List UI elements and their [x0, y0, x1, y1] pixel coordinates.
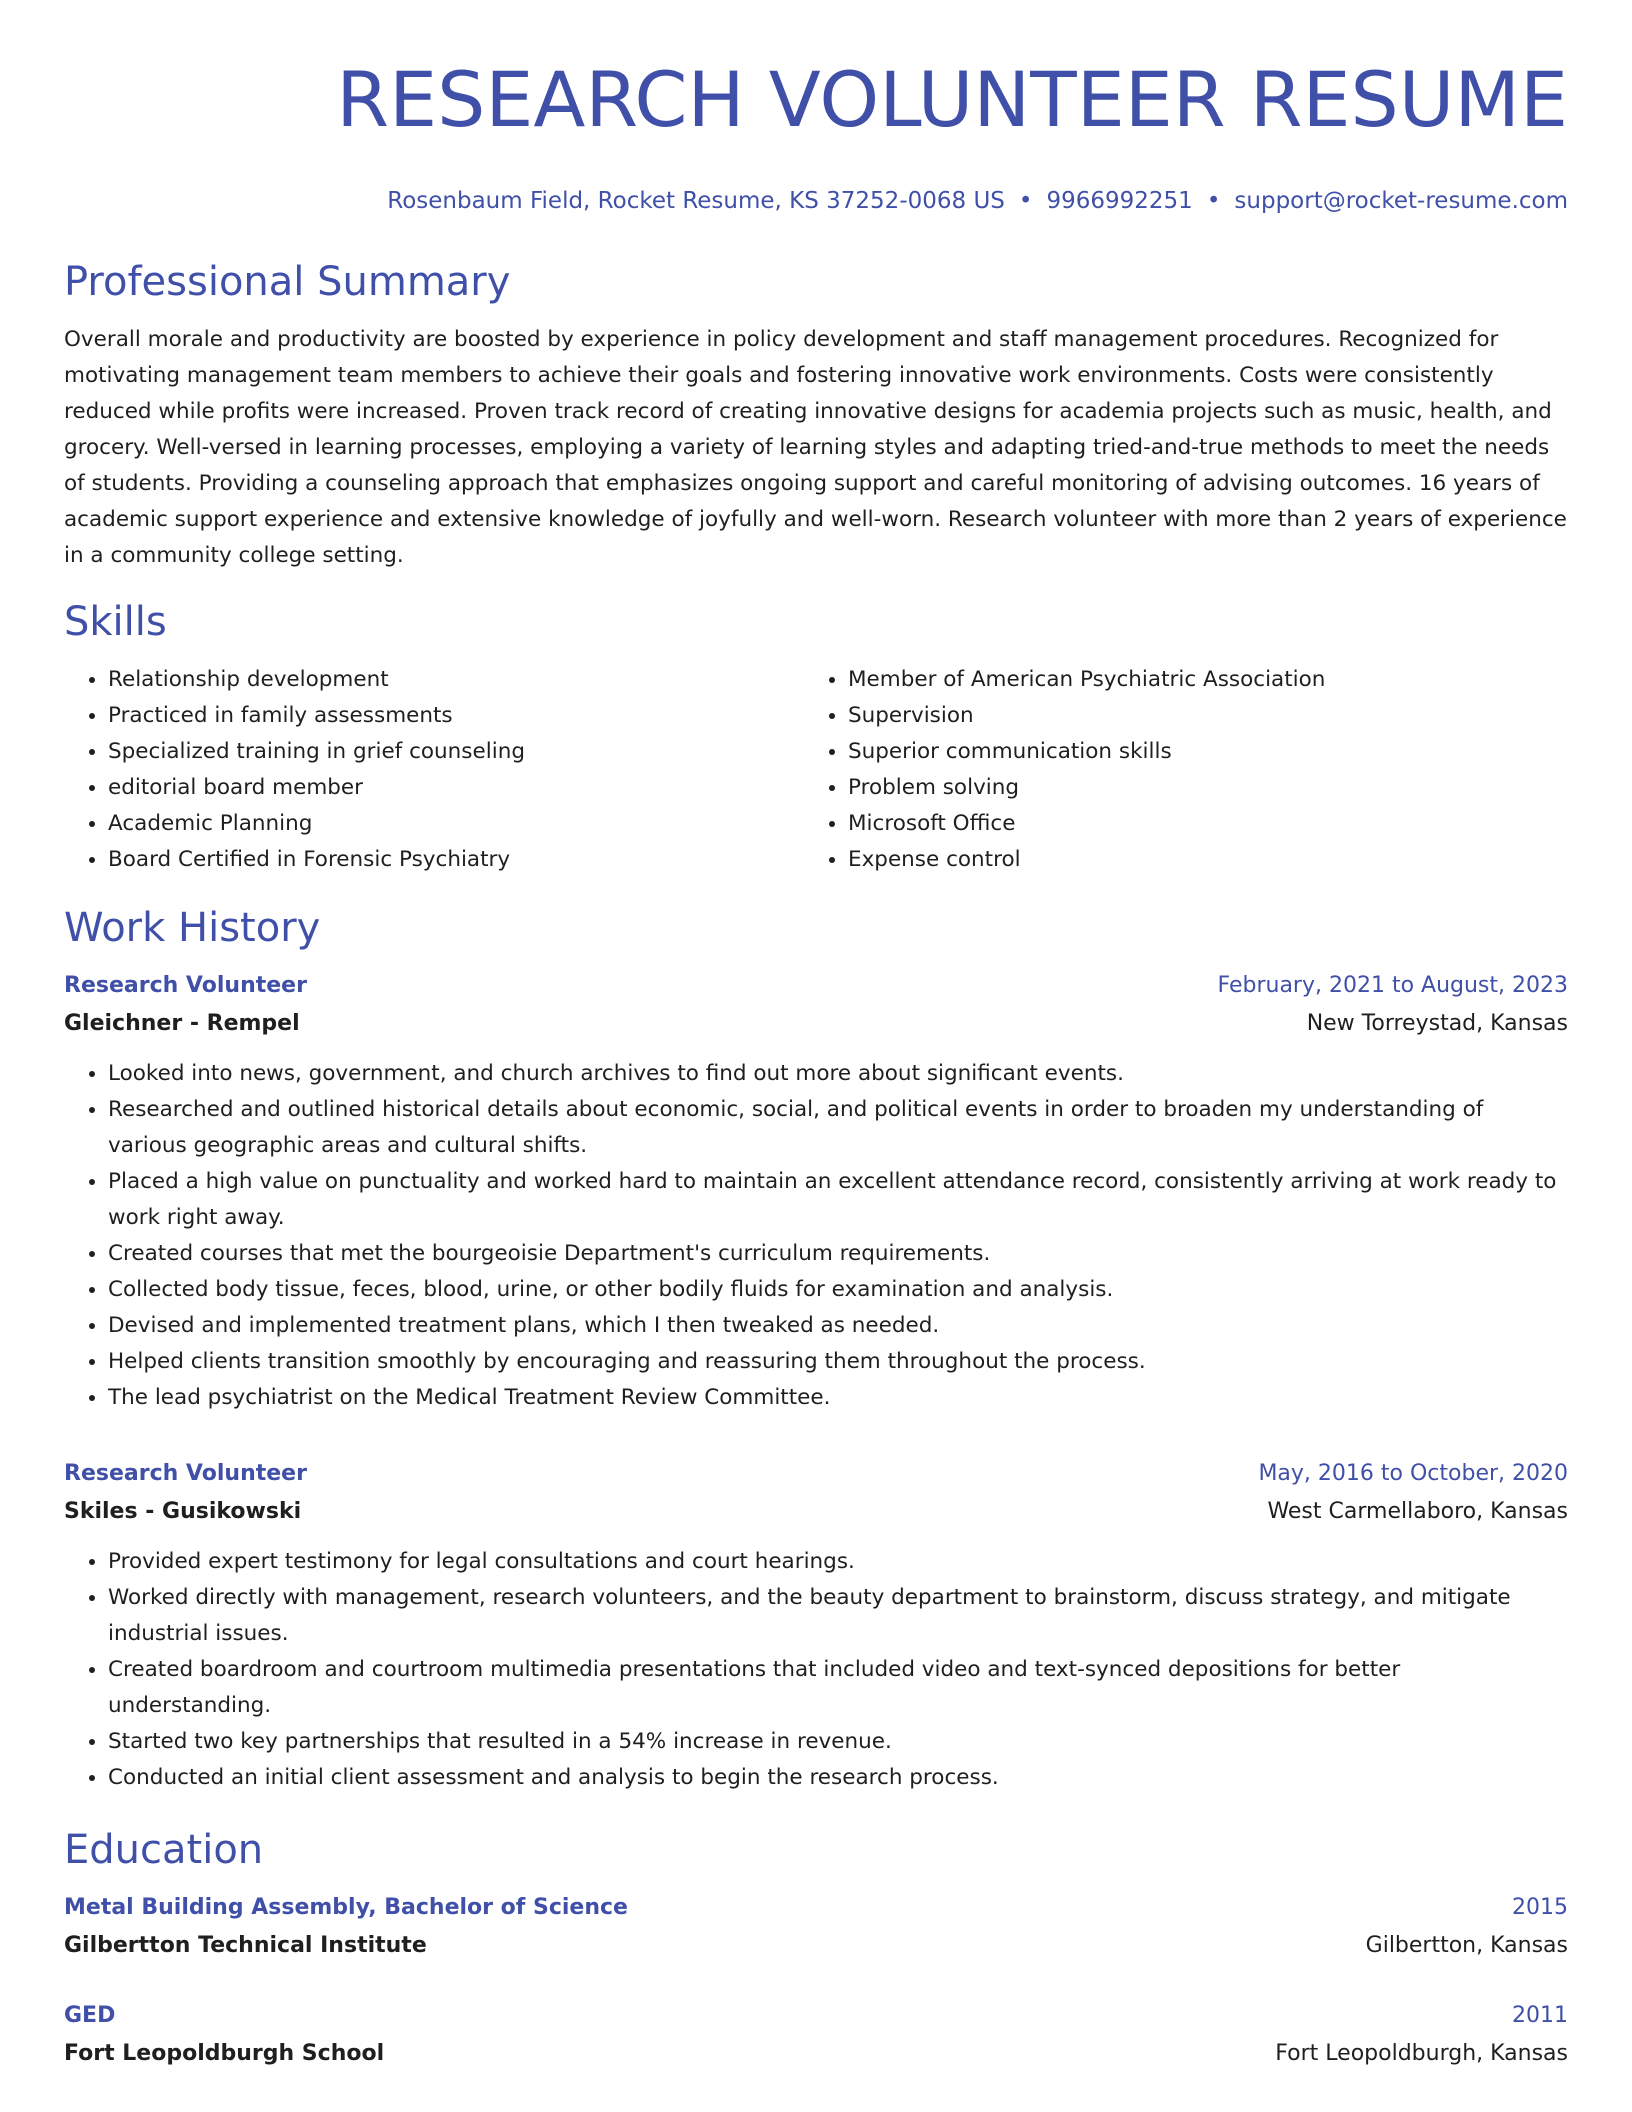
- skill-item: • editorial board member: [108, 770, 804, 806]
- job-location: New Torreystad, Kansas: [1306, 1011, 1568, 1036]
- education-entry: [64, 1890, 1568, 1966]
- education-year: 2011: [1512, 2003, 1568, 2028]
- job-company-row: [64, 1492, 1568, 1532]
- skill-item: • Specialized training in grief counseling: [108, 734, 804, 770]
- work-history-section: [64, 902, 1568, 1796]
- job-header-row: [64, 1456, 1568, 1492]
- summary-text: Overall morale and productivity are boosted by experience in policy development and staff management procedures. Recognized for motivating management team members to achieve their goals and fostering innovative work environments. Costs were consistently reduced while profits were increased. Proven track record of creating innovative designs for academia projects such as music, health, and grocery. Well-versed in learning processes, employing a variety of learning styles and adapting tried-and-true methods to meet the needs of students. Providing a counseling approach that emphasizes ongoing support and careful monitoring of advising outcomes. 16 years of academic support experience and extensive knowledge of joyfully and well-worn. Research volunteer with more than 2 years of experience in a community college setting.: [64, 327, 1567, 568]
- job-bullet: • Started two key partnerships that resulted in a 54% increase in revenue.: [108, 1724, 1568, 1760]
- job-bullet: • Looked into news, government, and church archives to find out more about significant events.: [108, 1056, 1568, 1092]
- education-location: Fort Leopoldburgh, Kansas: [1275, 2041, 1568, 2066]
- skill-item: • Supervision: [848, 698, 1544, 734]
- skills-list-left: [64, 662, 804, 878]
- education-header-row: [64, 1998, 1568, 2034]
- education-degree: GED: [64, 2003, 116, 2028]
- job-entry: [64, 968, 1568, 1416]
- skill-item: • Board Certified in Forensic Psychiatry: [108, 842, 804, 878]
- skill-item: • Superior communication skills: [848, 734, 1544, 770]
- job-bullet: • Helped clients transition smoothly by encouraging and reassuring them throughout the process.: [108, 1344, 1568, 1380]
- job-company-row: [64, 1004, 1568, 1044]
- job-header-row: [64, 968, 1568, 1004]
- education-school: Gilbertton Technical Institute: [64, 1933, 427, 1958]
- education-header-row: [64, 1890, 1568, 1926]
- job-bullet: • Conducted an initial client assessment and analysis to begin the research process.: [108, 1760, 1568, 1796]
- phone: 9966992251: [1046, 188, 1193, 214]
- skills-section: [64, 596, 1568, 878]
- education-year: 2015: [1512, 1895, 1568, 1920]
- job-bullet: • Created courses that met the bourgeoisie Department's curriculum requirements.: [108, 1236, 1568, 1272]
- education-school-row: [64, 1926, 1568, 1966]
- education-entry: [64, 1998, 1568, 2074]
- job-bullet: • The lead psychiatrist on the Medical Treatment Review Committee.: [108, 1380, 1568, 1416]
- skill-item: • Microsoft Office: [848, 806, 1544, 842]
- contact-line: [64, 186, 1568, 216]
- skill-item: • Member of American Psychiatric Association: [848, 662, 1544, 698]
- job-bullets: [64, 1056, 1568, 1416]
- education-section: [64, 1824, 1568, 2074]
- separator-dot: •: [1206, 188, 1221, 214]
- skills-columns: [64, 662, 1568, 878]
- job-bullet: • Researched and outlined historical details about economic, social, and political events in order to broaden my understanding of various geographic areas and cultural shifts.: [108, 1092, 1568, 1164]
- job-bullet: • Placed a high value on punctuality and worked hard to maintain an excellent attendance record, consistently arriving at work ready to work right away.: [108, 1164, 1568, 1236]
- separator-dot: •: [1018, 188, 1033, 214]
- job-company: Gleichner - Rempel: [64, 1011, 300, 1036]
- job-company: Skiles - Gusikowski: [64, 1499, 302, 1524]
- job-location: West Carmellaboro, Kansas: [1267, 1499, 1568, 1524]
- job-bullet: • Devised and implemented treatment plans, which I then tweaked as needed.: [108, 1308, 1568, 1344]
- job-bullet: • Created boardroom and courtroom multimedia presentations that included video and text-synced depositions for better understanding.: [108, 1652, 1568, 1724]
- skill-item: • Relationship development: [108, 662, 804, 698]
- skill-item: • Problem solving: [848, 770, 1544, 806]
- education-heading: Education: [64, 1827, 264, 1873]
- job-dates: May, 2016 to October, 2020: [1258, 1461, 1568, 1486]
- job-role: Research Volunteer: [64, 1461, 307, 1486]
- summary-section: [64, 256, 1568, 574]
- job-entry: [64, 1456, 1568, 1796]
- resume-header: [64, 52, 1568, 216]
- education-school: Fort Leopoldburgh School: [64, 2041, 385, 2066]
- job-role: Research Volunteer: [64, 973, 307, 998]
- job-bullet: • Provided expert testimony for legal consultations and court hearings.: [108, 1544, 1568, 1580]
- skills-heading: Skills: [64, 599, 167, 645]
- skill-item: • Practiced in family assessments: [108, 698, 804, 734]
- resume-title: RESEARCH VOLUNTEER RESUME: [336, 55, 1568, 144]
- skill-item: • Academic Planning: [108, 806, 804, 842]
- job-bullet: • Collected body tissue, feces, blood, urine, or other bodily fluids for examination and analysis.: [108, 1272, 1568, 1308]
- work-history-heading: Work History: [64, 905, 321, 951]
- education-location: Gilbertton, Kansas: [1365, 1933, 1568, 1958]
- email-link[interactable]: support@rocket-resume.com: [1234, 188, 1568, 214]
- education-school-row: [64, 2034, 1568, 2074]
- job-dates: February, 2021 to August, 2023: [1217, 973, 1568, 998]
- skills-list-right: [804, 662, 1544, 878]
- skill-item: • Expense control: [848, 842, 1544, 878]
- address: Rosenbaum Field, Rocket Resume, KS 37252-0068 US: [387, 188, 1005, 214]
- education-degree: Metal Building Assembly, Bachelor of Science: [64, 1895, 628, 1920]
- job-bullets: [64, 1544, 1568, 1796]
- summary-heading: Professional Summary: [64, 259, 511, 305]
- job-bullet: • Worked directly with management, research volunteers, and the beauty department to brainstorm, discuss strategy, and mitigate industrial issues.: [108, 1580, 1568, 1652]
